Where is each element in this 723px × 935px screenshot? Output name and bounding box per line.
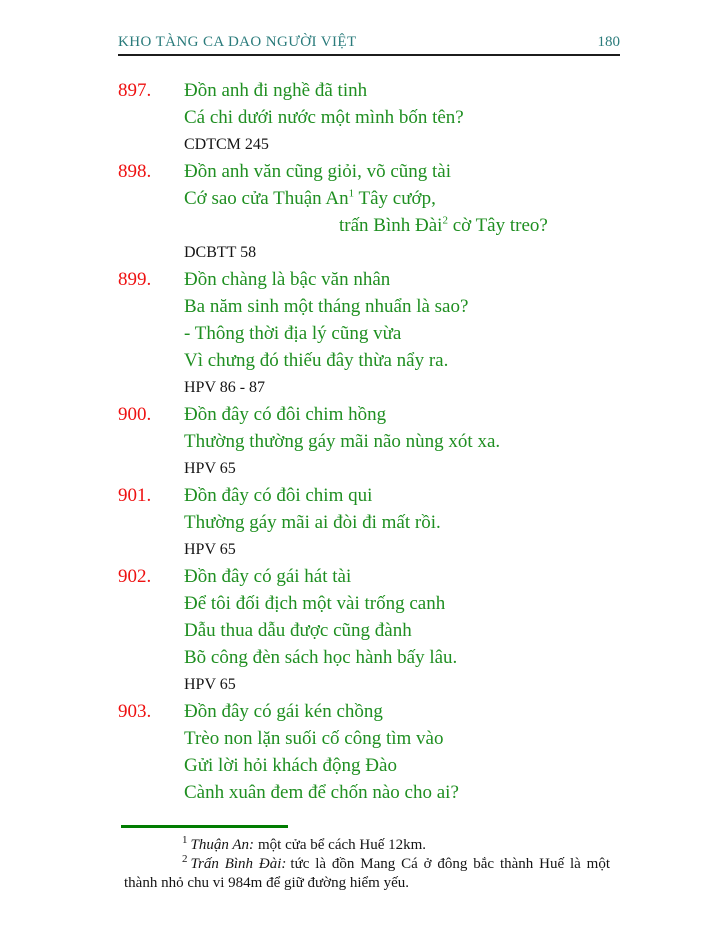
footnote-text: tức là đồn Mang Cá ở đông bắc thành Huế là một thành nhỏ chu vi 984m để giữ đường hiểm yếu. [124, 856, 610, 891]
entry-verses [184, 563, 620, 698]
verse-text: Ba năm sinh một tháng nhuẩn là sao? [184, 296, 469, 317]
entry-verses [184, 401, 620, 482]
verse-line [184, 104, 620, 131]
verse-line [184, 401, 620, 428]
verse-line [184, 77, 620, 104]
footnote-term: Trấn Bình Đài: [190, 856, 287, 872]
entry-898 [118, 158, 620, 266]
verse-text: Đồn chàng là bậc văn nhân [184, 269, 391, 290]
footnote-marker: 2 [182, 853, 188, 865]
verse-line [184, 617, 620, 644]
book-title: KHO TÀNG CA DAO NGƯỜI VIỆT [118, 34, 357, 50]
verse-text: trấn Bình Đài [339, 215, 443, 236]
verse-line [184, 428, 620, 455]
verse-text: Cớ sao cửa Thuận An [184, 188, 349, 209]
verse-text: Đồn đây có đôi chim qui [184, 485, 373, 506]
entry-number: 897. [118, 80, 152, 101]
verse-text: Tây cướp, [354, 188, 436, 209]
verse-line [184, 185, 620, 212]
verse-line [184, 266, 620, 293]
verse-line [184, 347, 620, 374]
entry-902 [118, 563, 620, 698]
verse-text: Cá chi dưới nước một mình bốn tên? [184, 107, 464, 128]
footnote [124, 836, 610, 855]
verse-text: Đồn đây có gái kén chồng [184, 701, 383, 722]
entries-list [118, 77, 620, 806]
verse-line [184, 293, 620, 320]
verse-text: Cành xuân đem để chốn nào cho ai? [184, 782, 459, 803]
verse-text: Dẫu thua dẫu được cũng đành [184, 620, 412, 641]
entry-number: 901. [118, 485, 152, 506]
entry-901 [118, 482, 620, 563]
entry-number: 899. [118, 269, 152, 290]
verse-text: Thường gáy mãi ai đòi đi mất rồi. [184, 512, 441, 533]
footnote-reference: 2 [442, 214, 448, 227]
entry-number: 898. [118, 161, 152, 182]
entry-900 [118, 401, 620, 482]
footnote-separator [121, 825, 288, 828]
source-citation: HPV 86 - 87 [184, 379, 266, 396]
verse-text: - Thông thời địa lý cũng vừa [184, 323, 402, 344]
verse-text: Bõ công đèn sách học hành bấy lâu. [184, 647, 458, 668]
verse-line [184, 158, 620, 185]
verse-line [184, 752, 620, 779]
entry-897 [118, 77, 620, 158]
source-citation: HPV 65 [184, 676, 236, 693]
verse-text: Đồn đây có đôi chim hồng [184, 404, 387, 425]
verse-text: Để tôi đối địch một vài trống canh [184, 593, 446, 614]
footnote-text: một cửa bể cách Huế 12km. [257, 837, 427, 853]
footnote-term: Thuận An: [190, 837, 254, 853]
source-citation: CDTCM 245 [184, 136, 269, 153]
verse-text: cờ Tây treo? [447, 215, 548, 236]
page-number: 180 [597, 34, 620, 50]
verse-line [184, 563, 620, 590]
verse-text: Vì chưng đó thiếu đây thừa nẩy ra. [184, 350, 449, 371]
footnotes-section [118, 825, 620, 893]
entry-verses [184, 158, 620, 266]
source-citation: HPV 65 [184, 460, 236, 477]
verse-line [184, 482, 620, 509]
entry-number: 900. [118, 404, 152, 425]
footnote [124, 855, 610, 893]
verse-line [184, 698, 620, 725]
verse-line [184, 509, 620, 536]
verse-text: Thường thường gáy mãi não nùng xót xa. [184, 431, 501, 452]
footnote-reference: 1 [348, 187, 355, 200]
verse-line [184, 725, 620, 752]
entry-899 [118, 266, 620, 401]
verse-line [184, 779, 620, 806]
verse-text: Trèo non lặn suối cố công tìm vào [184, 728, 444, 749]
source-citation: HPV 65 [184, 541, 236, 558]
entry-number: 902. [118, 566, 152, 587]
source-citation: DCBTT 58 [184, 244, 257, 261]
entry-verses [184, 482, 620, 563]
page-header [118, 34, 620, 56]
verse-text: Đồn anh đi nghề đã tinh [184, 80, 368, 101]
verse-text: Đồn đây có gái hát tài [184, 566, 352, 587]
entry-number: 903. [118, 701, 152, 722]
entry-verses [184, 266, 620, 401]
verse-line [184, 212, 620, 239]
verse-text: Đồn anh văn cũng giỏi, võ cũng tài [184, 161, 452, 182]
entry-verses [184, 77, 620, 158]
entry-verses [184, 698, 620, 806]
verse-line [184, 590, 620, 617]
footnote-marker: 1 [182, 834, 188, 846]
verse-text: Gửi lời hỏi khách động Đào [184, 755, 397, 776]
entry-903 [118, 698, 620, 806]
verse-line [184, 320, 620, 347]
footnote-list [124, 836, 610, 893]
verse-line [184, 644, 620, 671]
